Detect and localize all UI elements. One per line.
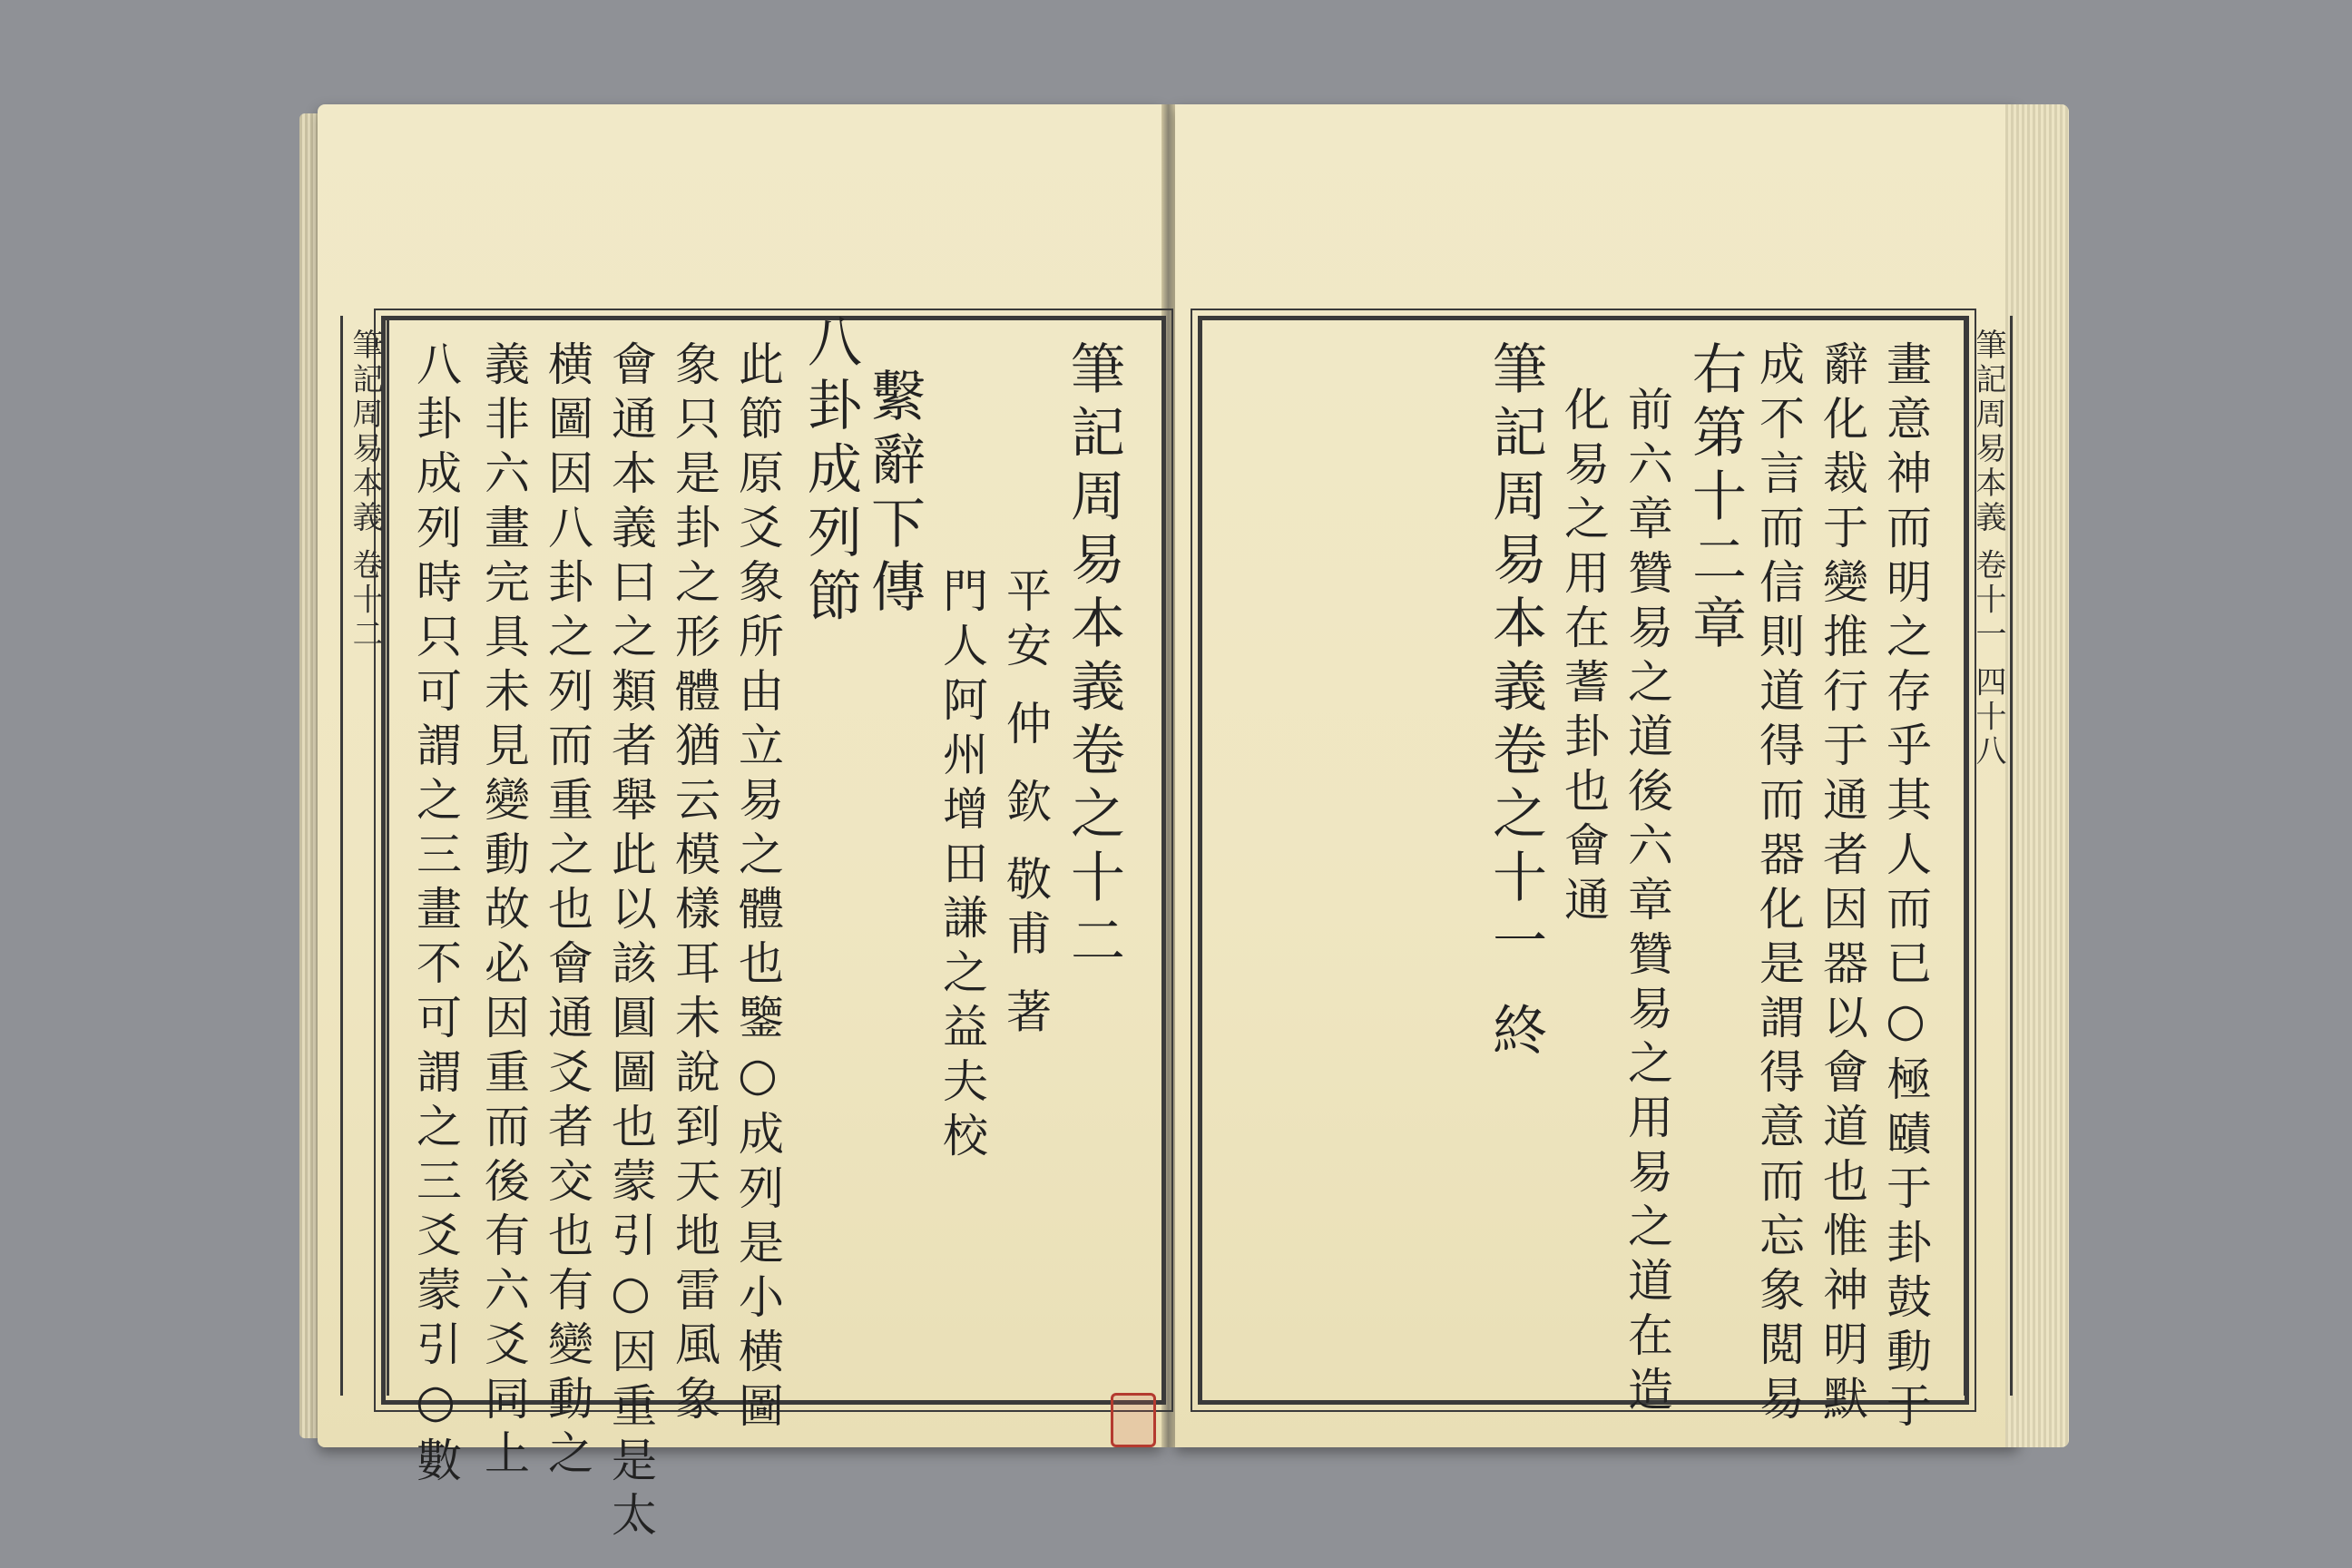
right-column-chapter-end: 右第十二章 <box>1683 340 1747 658</box>
right-page-edges <box>2005 104 2069 1447</box>
left-column-author: 平安 仲 欽 敬甫 著 <box>999 567 1052 1043</box>
right-column-body-5: 化易之用在蓍卦也會通 <box>1557 386 1610 930</box>
left-column-body-3: 會通本義曰之類者舉此以該圓圖也蒙引○因重是太 <box>604 340 657 1545</box>
right-hanshin-label: 筆記周易本義 卷十一 四十八 <box>1970 328 2006 769</box>
left-column-body-1: 此節原爻象所由立易之體也鑒○成列是小横圖 <box>731 340 784 1436</box>
left-column-title: 筆記周易本義卷之十二 <box>1062 340 1125 975</box>
left-hanshin-margin <box>340 316 389 1396</box>
right-hanshin-margin <box>1964 316 2013 1396</box>
left-column-body-5: 義非六畫完具未見變動故必因重而後有六爻同上 <box>477 340 530 1484</box>
left-column-section-title: 繫辭下傳 <box>862 368 926 622</box>
left-column-body-2: 象只是卦之形體猶云模樣耳未說到天地雷風象 <box>668 340 720 1429</box>
left-column-subsection: 八卦成列節 <box>799 313 862 631</box>
right-column-volume-end: 筆記周易本義卷之十一 終 <box>1484 340 1547 1066</box>
left-column-body-4: 横圖因八卦之列而重之也會通爻者交也有變動之 <box>541 340 593 1484</box>
left-hanshin-label: 筆記周易本義 卷十二 <box>347 328 383 652</box>
left-column-editor: 門人阿州增田謙之益夫校 <box>936 567 988 1166</box>
open-book <box>299 95 2082 1545</box>
right-column-body-2: 辭化裁于變推行于通者因器以會道也惟神明默 <box>1816 340 1868 1429</box>
right-column-body-3: 成不言而信則道得而器化是謂得意而忘象閲易 <box>1752 340 1805 1429</box>
right-column-body-1: 畫意神而明之存乎其人而已○極賾于卦鼓動于 <box>1879 340 1932 1436</box>
ownership-seal-stamp <box>1111 1393 1156 1447</box>
right-column-body-4: 前六章贊易之道後六章贊易之用易之道在造 <box>1621 386 1673 1420</box>
left-column-body-6: 八卦成列時只可謂之三畫不可謂之三爻蒙引○數 <box>409 340 462 1491</box>
